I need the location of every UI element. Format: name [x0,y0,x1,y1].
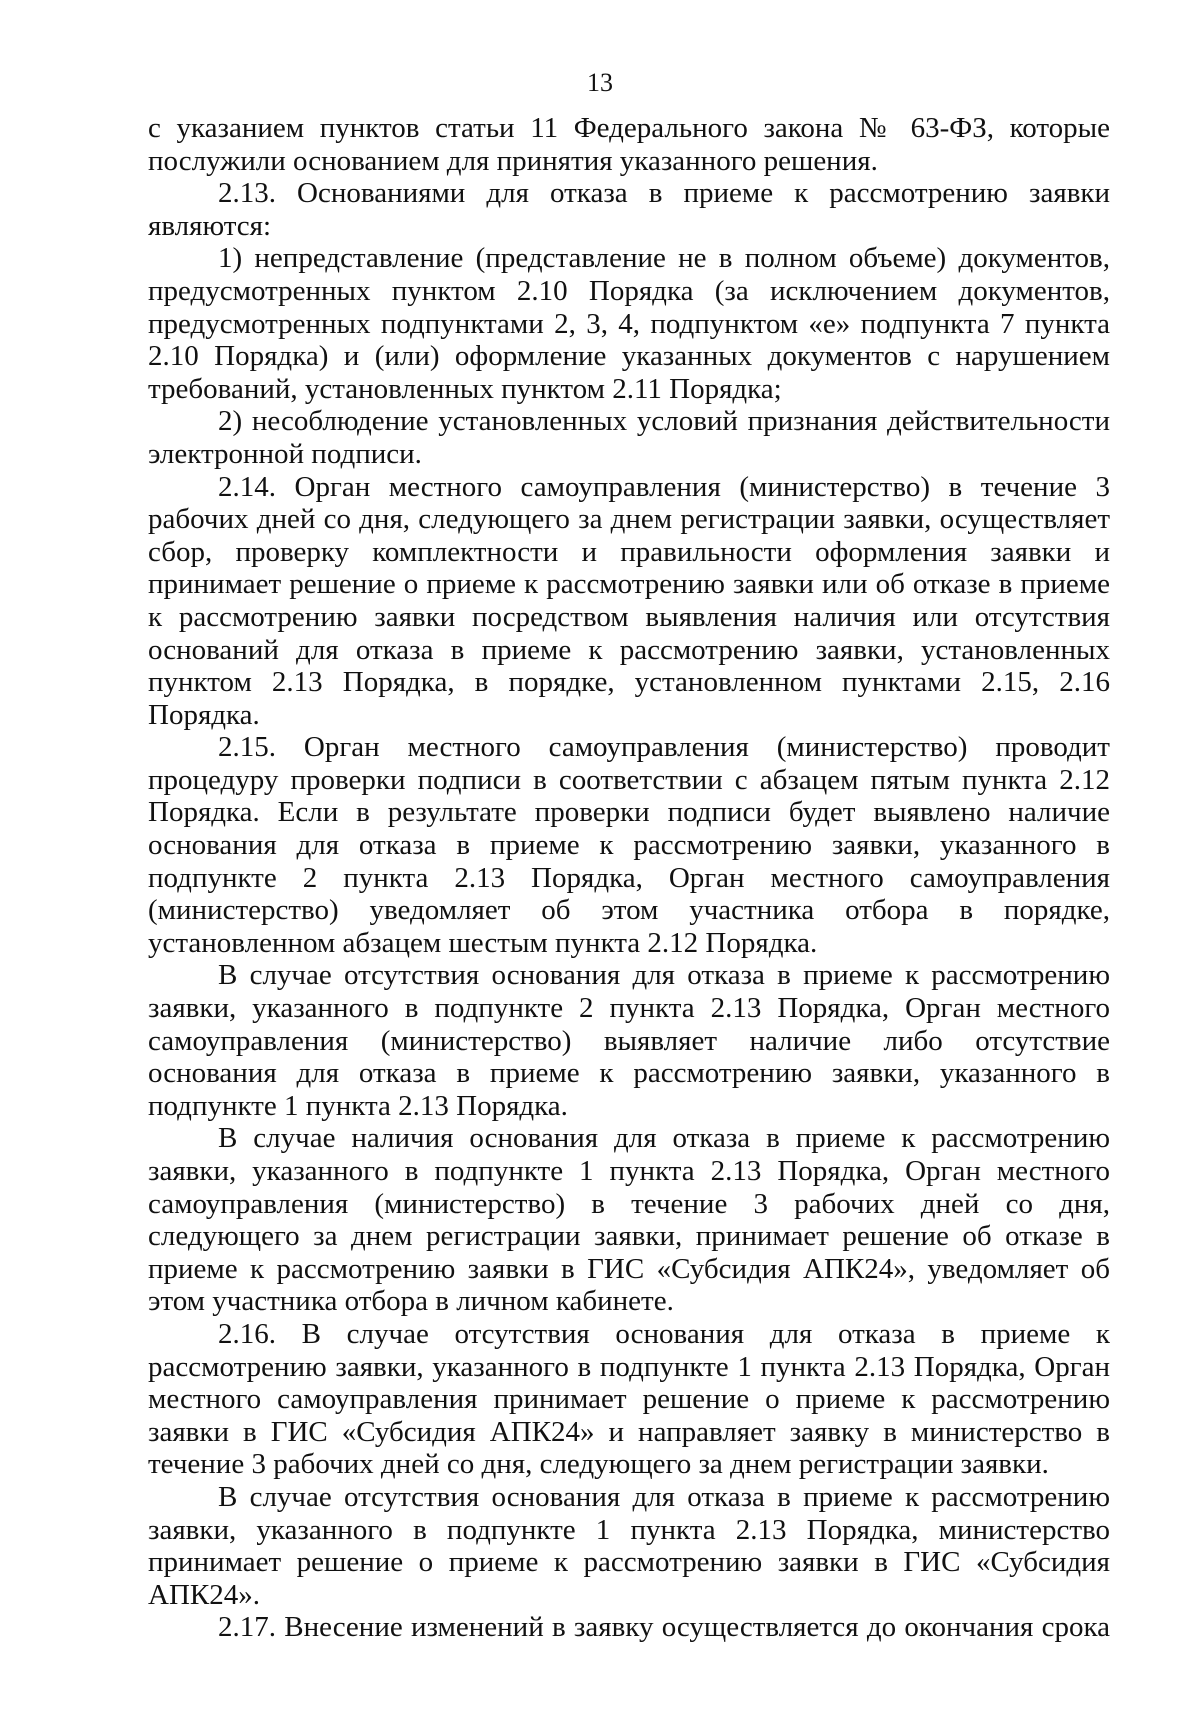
paragraph-p-2-16-a: В случае отсутствия основания для отказа в приеме к рассмотрению заявки, указанного в подпункте 1 пункта 2.13 Порядка, министерство принимает решение о приеме к рассмотрению заявки в ГИС «Субсидия АПК24». [148,1480,1110,1611]
paragraph-p-2-15-b: В случае наличия основания для отказа в приеме к рассмотрению заявки, указанного в подпункте 1 пункта 2.13 Порядка, Орган местного самоуправления (министерство) в течение 3 рабочих дней со дня, следующего за днем регистрации заявки, принимает решение об отказе в приеме к рассмотрению заявки в ГИС «Субсидия АПК24», уведомляет об этом участника отбора в личном кабинете. [148,1122,1110,1318]
document-body [148,112,1110,1644]
paragraph-p-2-17: 2.17. Внесение изменений в заявку осуществляется до окончания срока [218,1611,1110,1644]
page-number: 13 [587,68,613,97]
paragraph-p-2-13-item-1: 1) непредставление (представление не в полном объеме) документов, предусмотренных пунктом 2.10 Порядка (за исключением документов, предусмотренных подпунктами 2, 3, 4, подпунктом «е» подпункта 7 пункта 2.10 Порядка) и (или) оформление указанных документов с нарушением требований, установленных пунктом 2.11 Порядка; [148,242,1110,405]
paragraph-p-2-15-a: В случае отсутствия основания для отказа в приеме к рассмотрению заявки, указанного в подпункте 2 пункта 2.13 Порядка, Орган местного самоуправления (министерство) выявляет наличие либо отсутствие основания для отказа в приеме к рассмотрению заявки, указанного в подпункте 1 пункта 2.13 Порядка. [148,959,1110,1122]
paragraph-p-2-16: 2.16. В случае отсутствия основания для отказа в приеме к рассмотрению заявки, указанного в подпункте 1 пункта 2.13 Порядка, Орган местного самоуправления принимает решение о приеме к рассмотрению заявки в ГИС «Субсидия АПК24» и направляет заявку в министерство в течение 3 рабочих дней со дня, следующего за днем регистрации заявки. [148,1317,1110,1481]
paragraph-p-2-13: 2.13. Основаниями для отказа в приеме к рассмотрению заявки являются: [148,177,1110,242]
paragraph-p-2-15: 2.15. Орган местного самоуправления (министерство) проводит процедуру проверки подписи в соответствии с абзацем пятым пункта 2.12 Порядка. Если в результате проверки подписи будет выявлено наличие основания для отказа в приеме к рассмотрению заявки, указанного в подпункте 2 пункта 2.13 Порядка, Орган местного самоуправления (министерство) уведомляет об этом участника отбора в порядке, установленном абзацем шестым пункта 2.12 Порядка. [148,731,1110,959]
paragraph-p-2-13-item-2: 2) несоблюдение установленных условий признания действительности электронной подписи. [148,405,1110,470]
paragraph-continuation: с указанием пунктов статьи 11 Федерального закона № 63-ФЗ, которые послужили основанием для принятия указанного решения. [148,112,1110,177]
paragraph-p-2-14: 2.14. Орган местного самоуправления (министерство) в течение 3 рабочих дней со дня, следующего за днем регистрации заявки, осуществляет сбор, проверку комплектности и правильности оформления заявки и принимает решение о приеме к рассмотрению заявки или об отказе в приеме к рассмотрению заявки посредством выявления наличия или отсутствия оснований для отказа в приеме к рассмотрению заявки, установленных пунктом 2.13 Порядка, в порядке, установленном пунктами 2.15, 2.16 Порядка. [148,470,1110,731]
